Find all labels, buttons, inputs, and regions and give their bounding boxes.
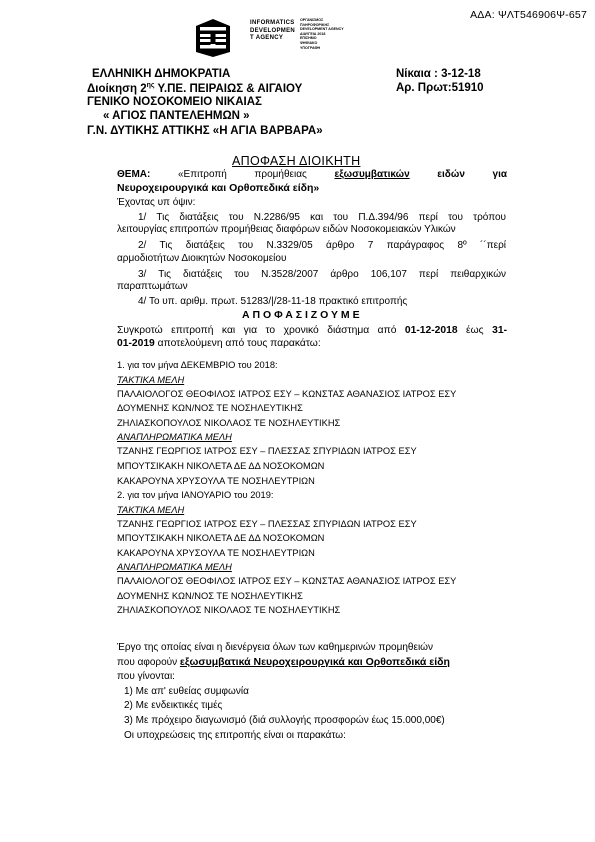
member-row: ΤΖΑΝΗΣ ΓΕΩΡΓΙΟΣ ΙΑΤΡΟΣ ΕΣΥ – ΠΛΕΣΣΑΣ ΣΠΥΡΙΔΩΝ ΙΑΤΡΟΣ ΕΣΥ bbox=[117, 519, 417, 529]
january-heading: 2. για τον μήνα ΙΑΝΟΥΑΡΙΟ του 2019: bbox=[117, 490, 274, 500]
member-row: ΠΑΛΑΙΟΛΟΓΟΣ ΘΕΟΦΙΛΟΣ ΙΑΤΡΟΣ ΕΣΥ – ΚΩΝΣΤΑΣ ΑΘΑΝΑΣΙΟΣ ΙΑΤΡΟΣ ΕΣΥ bbox=[117, 389, 457, 399]
option-1: 1) Με απ' ευθείας συμφωνία bbox=[124, 686, 249, 697]
member-row: ΠΑΛΑΙΟΛΟΓΟΣ ΘΕΟΦΙΛΟΣ ΙΑΤΡΟΣ ΕΣΥ – ΚΩΝΣΤΑΣ ΑΘΑΝΑΣΙΟΣ ΙΑΤΡΟΣ ΕΣΥ bbox=[117, 576, 457, 586]
agency-logo-text: INFORMATICS DEVELOPMEN T AGENCY bbox=[250, 20, 296, 41]
january-regular-label: ΤΑΚΤΙΚΑ ΜΕΛΗ bbox=[117, 505, 185, 515]
item-4: 4/ Το υπ. αριθμ. πρωτ. 51283/|/28-11-18 πρακτικό επιτροπής bbox=[138, 296, 408, 307]
task-line-1: Έργο της οποίας είναι η διενέργεια όλων των καθημερινών προμηθειών bbox=[117, 642, 433, 653]
decision-line-1: Συγκροτώ επιτροπή και για το χρονικό διάστημα από 01-12-2018 έως 31- bbox=[117, 325, 507, 336]
header-republic: ΕΛΛΗΝΙΚΗ ΔΗΜΟΚΡΑΤΙΑ bbox=[92, 68, 231, 80]
task-line-2: που αφορούν εξωσυμβατικά Νευροχειρουργικά και Ορθοπεδικά είδη bbox=[117, 656, 450, 668]
decision-line-2: 01-2019 αποτελούμενη από τους παρακάτω: bbox=[117, 338, 321, 349]
item-2-line-2: αρμοδιοτήτων Διοικητών Νοσοκομείου bbox=[117, 253, 287, 264]
item-3-line-2: παραπτωμάτων bbox=[117, 281, 188, 292]
member-row: ΖΗΛΙΑΣΚΟΠΟΥΛΟΣ ΝΙΚΟΛΑΟΣ ΤΕ ΝΟΣΗΛΕΥΤΙΚΗΣ bbox=[117, 605, 341, 615]
considering-label: Έχοντας υπ όψιν: bbox=[117, 197, 196, 208]
ada-number: ΑΔΑ: ΨΛΤ546906Ψ-657 bbox=[470, 9, 587, 21]
page-title: ΑΠΟΦΑΣΗ ΔΙΟΙΚΗΤΗ bbox=[232, 154, 361, 168]
signature-stamp-text: ΟΡΓΑΝΙΣΜΟΣ ΠΛΗΡΟΦΟΡΙΚΗΣ DEVELOPMENT AGENCY ΔΙΑΥΓΕΙΑ 2018 ΕΠΙΣΗΜΟ ΨΗΦΙΑΚΟ ΥΠΟΓΡΑΦΗ bbox=[300, 18, 344, 50]
subject-line-1: ΘΕΜΑ: «Επιτροπή προμήθειας εξωσυμβατικών ειδών για bbox=[117, 169, 508, 180]
member-row: ΤΖΑΝΗΣ ΓΕΩΡΓΙΟΣ ΙΑΤΡΟΣ ΕΣΥ – ΠΛΕΣΣΑΣ ΣΠΥΡΙΔΩΝ ΙΑΤΡΟΣ ΕΣΥ bbox=[117, 446, 417, 456]
member-row: ΜΠΟΥΤΣΙΚΑΚΗ ΝΙΚΟΛΕΤΑ ΔΕ ΔΔ ΝΟΣΟΚΟΜΩΝ bbox=[117, 533, 325, 543]
item-1-line-2: λειτουργίας επιτροπών προμήθειας διαφόρων ειδών Νοσοκομειακών Υλικών bbox=[117, 224, 456, 235]
header-administration: Διοίκηση $2^{\eta\varsigma}$ Υ.ΠΕ. ΠΕΙΡΑΙΩΣ & ΑΙΓΑΙΟΥ bbox=[87, 82, 303, 95]
task-line-3: που γίνονται: bbox=[117, 671, 175, 682]
member-row: ΚΑΚΑΡΟΥΝΑ ΧΡΥΣΟΥΛΑ ΤΕ ΝΟΣΗΛΕΥΤΡΙΩΝ bbox=[117, 548, 315, 558]
member-row: ΔΟΥΜΕΝΗΣ ΚΩΝ/ΝΟΣ ΤΕ ΝΟΣΗΛΕΥΤΙΚΗΣ bbox=[117, 591, 303, 601]
january-alternate-label: ΑΝΑΠΛΗΡΩΜΑΤΙΚΑ ΜΕΛΗ bbox=[117, 562, 232, 572]
hellenic-emblem-icon bbox=[193, 18, 233, 58]
option-2: 2) Με ενδεικτικές τιμές bbox=[124, 700, 223, 711]
member-row: ΜΠΟΥΤΣΙΚΑΚΗ ΝΙΚΟΛΕΤΑ ΔΕ ΔΔ ΝΟΣΟΚΟΜΩΝ bbox=[117, 461, 325, 471]
decide-heading: Α Π Ο Φ Α Σ Ι Ζ Ο Υ Μ Ε bbox=[242, 309, 360, 321]
december-heading: 1. για τον μήνα ΔΕΚΕΜΒΡΙΟ του 2018: bbox=[117, 360, 278, 370]
item-3-line-1: 3/ Τις διατάξεις του Ν.3528/2007 άρθρο 106,107 περί πειθαρχικών bbox=[138, 269, 506, 280]
member-row: ΔΟΥΜΕΝΗΣ ΚΩΝ/ΝΟΣ ΤΕ ΝΟΣΗΛΕΥΤΙΚΗΣ bbox=[117, 403, 303, 413]
member-row: ΚΑΚΑΡΟΥΝΑ ΧΡΥΣΟΥΛΑ ΤΕ ΝΟΣΗΛΕΥΤΡΙΩΝ bbox=[117, 476, 315, 486]
header-hospital: ΓΕΝΙΚΟ ΝΟΣΟΚΟΜΕΙΟ ΝΙΚΑΙΑΣ bbox=[87, 96, 262, 108]
member-row: ΖΗΛΙΑΣΚΟΠΟΥΛΟΣ ΝΙΚΟΛΑΟΣ ΤΕ ΝΟΣΗΛΕΥΤΙΚΗΣ bbox=[117, 418, 341, 428]
document-date: Νίκαια : 3-12-18 bbox=[396, 68, 481, 80]
header-hospital-name: « ΑΓΙΟΣ ΠΑΝΤΕΛΕΗΜΩΝ » bbox=[103, 110, 250, 122]
item-1-line-1: 1/ Τις διατάξεις του Ν.2286/95 και του Π.Δ.394/96 περί του τρόπου bbox=[138, 212, 506, 223]
subject-line-2: Νευροχειρουργικά και Ορθοπεδικά είδη» bbox=[117, 182, 320, 194]
december-regular-label: ΤΑΚΤΙΚΑ ΜΕΛΗ bbox=[117, 375, 185, 385]
obligations-line: Οι υποχρεώσεις της επιτροπής είναι οι παρακάτω: bbox=[124, 730, 346, 741]
protocol-number: Αρ. Πρωτ:51910 bbox=[396, 82, 484, 94]
header-west-attica: Γ.Ν. ΔΥΤΙΚΗΣ ΑΤΤΙΚΗΣ «Η ΑΓΙΑ ΒΑΡΒΑΡΑ» bbox=[87, 125, 323, 137]
item-2-line-1: 2/ Τις διατάξεις του Ν.3329/05 άρθρο 7 παράγραφος 8º ´´περί bbox=[138, 240, 506, 251]
december-alternate-label: ΑΝΑΠΛΗΡΩΜΑΤΙΚΑ ΜΕΛΗ bbox=[117, 432, 232, 442]
option-3: 3) Με πρόχειρο διαγωνισμό (διά συλλογής προσφορών έως 15.000,00€) bbox=[124, 715, 445, 726]
